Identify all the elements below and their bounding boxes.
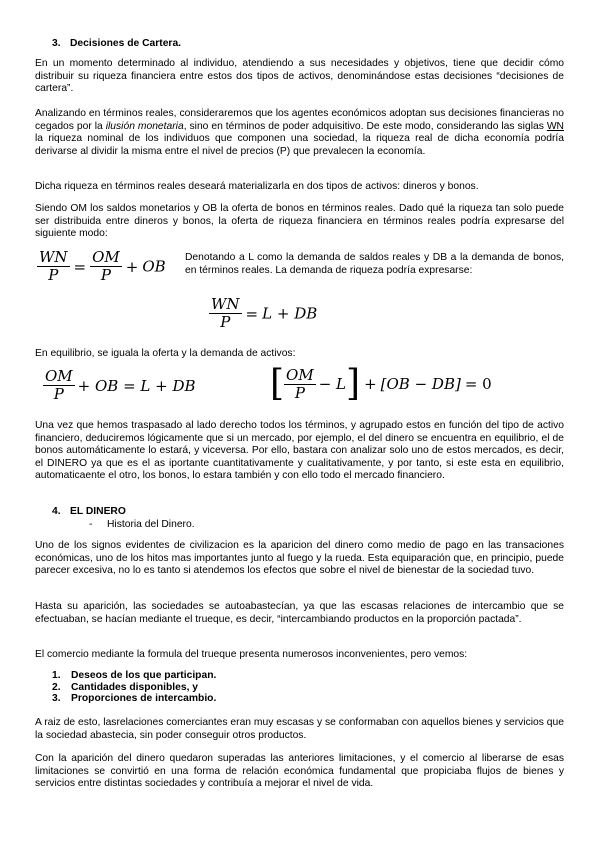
paragraph-mercado-dinero: Una vez que hemos traspasado al lado derecho todos los términos, y agrupado estos en función del tipo de activo financiero, deduciremos lógicamente que si un mercado, por ejemplo, el del dinero se encuentra en equilibrio, el de bonos automáticamente lo estará, y viceversa. Por ello, bastara con analizar solo uno de estos mercados, es decir, el DINERO ya que es el as iportante cuantitativamente y cualitativamente, y por tanto, si este esta en equilibrio, automaticaente el otro, los bonos, lo estara también y con ello todo el mercado financiero. <box>35 420 564 482</box>
equation-oferta-riqueza <box>37 249 166 284</box>
equation-agrupada: [ $\frac{OM}{P}$ − L] + [OB − DB] = 0 <box>270 366 496 402</box>
fraction-wn-p <box>37 249 70 284</box>
paragraph-civilizacion: Uno de los signos evidentes de civilizacion es la aparicion del dinero como medio de pago en las transaciones económicas, uno de los hitos mas importantes junto al fuego y la rueda. Esta equiparación que, en principio, puede parecer excesiva, no lo es tanto si atendemos los efectos que sobre el nivel de bienestar de la sociedad tuvo. <box>35 540 564 577</box>
paragraph-trueque: Hasta su aparición, las sociedades se autoabastecían, ya que las escasas relaciones de intercambio que se efectuaban, se hacían mediante el trueque, es decir, “intercambiando productos en la proporción pactada”. <box>35 601 564 625</box>
eq3-num: OM <box>45 367 73 385</box>
section-4-heading <box>52 505 126 518</box>
list-item: 1. Deseos de los que participan. <box>52 670 217 681</box>
paragraph-oferta: Siendo OM los saldos monetarios y OB la oferta de bonos en términos reales. Dado qué la riqueza tan solo puede ser distribuida entre dineros y bonos, la oferta de riqueza financiera en términos reales podría expresarse del siguiente modo: <box>35 203 564 240</box>
eq1-equals: = <box>73 257 87 276</box>
fraction-om-p <box>90 249 122 284</box>
eq1-num1: WN <box>39 248 68 266</box>
eq1-term: OB <box>142 257 166 276</box>
paragraph-equilibrio: En equilibrio, se iguala la oferta y la demanda de activos: <box>35 348 296 359</box>
list-item: 3. Proporciones de intercambio. <box>52 693 217 704</box>
section-3-number: 3. <box>52 38 61 49</box>
section-4-number: 4. <box>52 506 61 517</box>
eq1-plus: + <box>125 257 139 276</box>
p2-part1: Analizando en términos reales, consideraremos que los agentes económicos adoptan sus decisiones financieras no cegados por la <box>35 108 564 132</box>
eq2-equals: = <box>245 304 259 323</box>
fraction-wn-p-2 <box>209 296 242 331</box>
eq2-den: P <box>220 313 231 331</box>
p2-part2: , sino en términos de poder adquisitivo. De este modo, considerando las siglas <box>183 120 547 132</box>
section-4-title: EL DINERO <box>70 506 126 517</box>
eq3-rest: + OB = L + DB <box>77 376 196 395</box>
paragraph-decisiones: En un momento determinado al individuo, atendiendo a sus necesidades y objetivos, tiene que decidir cómo distribuir su riqueza financiera entre estos dos tipos de activos, denominándose estas decisiones “decisiones de cartera”. <box>35 58 564 95</box>
eq1-num2: OM <box>92 248 120 266</box>
sub-bullet: - <box>89 519 93 530</box>
p2-italic: ilusión monetaria <box>105 120 184 132</box>
fraction-om-p-3 <box>43 368 75 403</box>
eq4-mid: [OB − DB] <box>380 375 461 393</box>
section-3-title: Decisiones de Cartera. <box>70 38 182 49</box>
list-item: 2. Cantidades disponibles, y <box>52 681 199 693</box>
paragraph-relaciones: A raiz de esto, lasrelaciones comerciantes eran muy escasas y se conformaban con aquellos bienes y servicios que la sociedad abastecia, sin poder conseguir otros productos. <box>35 717 564 741</box>
eq4-equals: = 0 <box>464 375 492 393</box>
section-3-heading <box>52 37 181 50</box>
fraction-om-p-4 <box>284 367 316 402</box>
p2-underlined: WN <box>546 120 564 132</box>
equation-demanda-riqueza <box>209 296 317 331</box>
paragraph-terminos-reales <box>35 108 564 158</box>
sub-title: Historia del Dinero. <box>107 519 195 530</box>
eq1-den1: P <box>48 266 59 284</box>
eq4-plus: + <box>364 375 377 393</box>
equation-equilibrio <box>43 368 196 403</box>
eq4-minus: − L <box>318 375 347 393</box>
eq4-num: OM <box>286 365 314 384</box>
eq2-rhs: L + DB <box>262 304 318 323</box>
paragraph-aparicion-dinero: Con la aparición del dinero quedaron superadas las anteriores limitaciones, y el comercio al liberarse de esas limitaciones se convirtió en una forma de relación económica fundamental que propiciaba flujos de bienes y servicios entre distintas sociedades y contribuía a mejorar el nivel de vida. <box>35 753 564 790</box>
inconvenientes-list <box>52 670 216 705</box>
eq4-den: P <box>294 383 305 402</box>
paragraph-materializar: Dicha riqueza en términos reales deseará materializarla en dos tipos de activos: dineros y bonos. <box>35 181 479 192</box>
subheading-historia <box>89 518 195 531</box>
eq3-den: P <box>53 385 64 403</box>
paragraph-inconvenientes: El comercio mediante la formula del trueque presenta numerosos inconvenientes, pero vemos: <box>35 649 468 660</box>
paragraph-demanda: Denotando a L como la demanda de saldos reales y DB a la demanda de bonos, en términos reales. La demanda de riqueza podría expresarse: <box>185 252 564 276</box>
p2-part3: la riqueza nominal de los individuos que componen una sociedad, la riqueza real de dicha economía podría derivarse al dividir la misma entre el nivel de precios (P) que prevalecen la economía. <box>35 133 564 157</box>
eq2-num: WN <box>211 295 240 313</box>
eq1-den2: P <box>100 266 111 284</box>
